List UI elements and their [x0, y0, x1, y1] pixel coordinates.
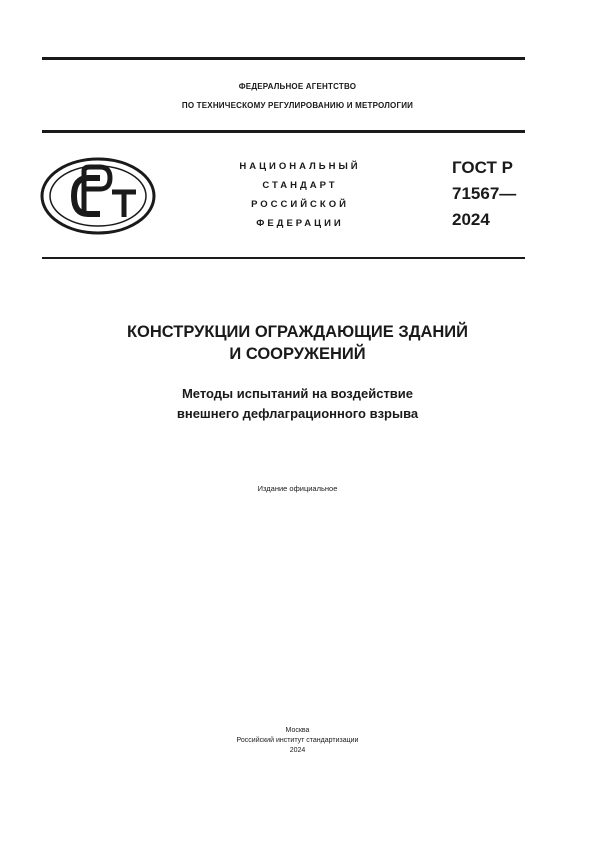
document-subtitle-line-1: Методы испытаний на воздействие	[181, 386, 414, 401]
document-subtitle-line-2: внешнего дефлаграционного взрыва	[176, 406, 419, 421]
designation-line-3: 2024	[452, 210, 490, 229]
rst-logo-icon	[40, 157, 156, 235]
imprint-city: Москва	[285, 727, 310, 734]
top-rule	[42, 57, 525, 60]
standard-kind-line-3: РОССИЙСКОЙ	[251, 199, 349, 210]
document-title-line-2: И СООРУЖЕНИЙ	[229, 345, 366, 363]
designation-line-2: 71567—	[452, 184, 517, 203]
edition-label: Издание официальное	[257, 484, 338, 493]
standard-kind-line-4: ФЕДЕРАЦИИ	[256, 218, 344, 229]
standard-kind-line-2: СТАНДАРТ	[262, 180, 338, 191]
document-title-line-1: КОНСТРУКЦИИ ОГРАЖДАЮЩИЕ ЗДАНИЙ	[126, 323, 469, 341]
designation-line-1: ГОСТ Р	[452, 158, 513, 177]
header-rule	[42, 130, 525, 133]
imprint-publisher: Российский институт стандартизации	[236, 737, 359, 744]
agency-line-2: ПО ТЕХНИЧЕСКОМУ РЕГУЛИРОВАНИЮ И МЕТРОЛОГИИ	[181, 101, 414, 110]
agency-line-1: ФЕДЕРАЛЬНОЕ АГЕНТСТВО	[238, 82, 357, 91]
standard-kind-line-1: НАЦИОНАЛЬНЫЙ	[239, 161, 361, 172]
imprint-year: 2024	[289, 747, 306, 754]
masthead-bottom-rule	[42, 257, 525, 259]
